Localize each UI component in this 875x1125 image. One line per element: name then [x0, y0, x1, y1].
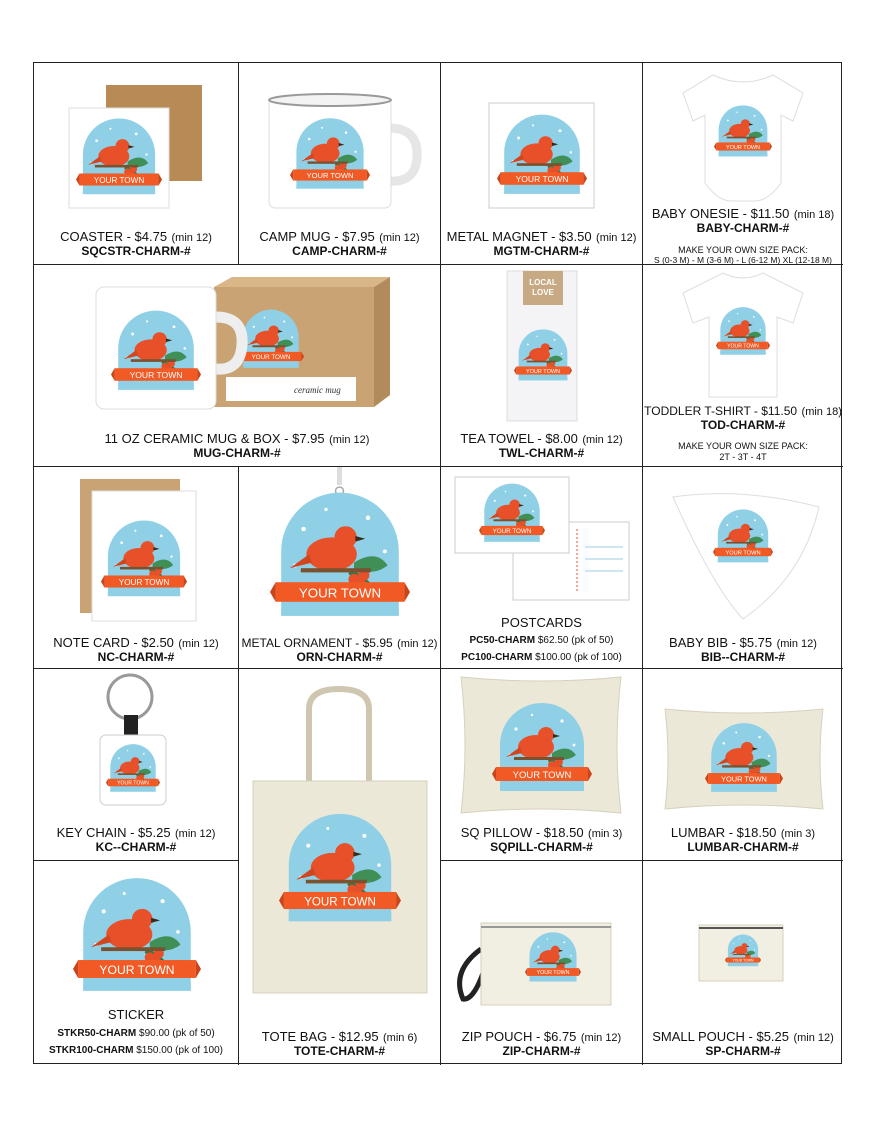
baby-onesie-min: (min 18): [793, 209, 835, 221]
camp-mug-code: CAMP-CHARM-#: [292, 244, 387, 258]
sticker-line1-pack: (pk of 50): [172, 1028, 215, 1039]
toddler-tshirt-code: TOD-CHARM-#: [700, 418, 786, 432]
baby-bib-image: [643, 467, 843, 627]
sq-pillow-image: [441, 669, 643, 819]
note-card-min: (min 12): [178, 638, 219, 650]
ceramic-mug-min: (min 12): [329, 434, 370, 446]
postcards-line1-pack: (pk of 50): [571, 635, 614, 646]
product-small-pouch: [643, 861, 843, 1065]
sq-pillow-code: SQPILL-CHARM-#: [490, 840, 593, 854]
product-metal-ornament: [239, 467, 441, 669]
small-pouch-min: (min 12): [793, 1032, 834, 1044]
product-tea-towel: [441, 265, 643, 467]
sticker-line2-price: $150.00: [136, 1045, 173, 1056]
sticker-name: STICKER: [107, 1007, 165, 1022]
metal-magnet-image: [441, 63, 643, 213]
product-note-card: [34, 467, 239, 669]
postcards-line2-pack: (pk of 100): [574, 652, 622, 663]
tote-bag-min: (min 6): [383, 1032, 418, 1044]
camp-mug-image: [239, 63, 441, 213]
tote-bag-code: TOTE-CHARM-#: [293, 1044, 386, 1058]
tea-towel-code: TWL-CHARM-#: [498, 446, 585, 460]
tea-towel-min: (min 12): [582, 434, 623, 446]
postcards-line2-price: $100.00: [535, 652, 572, 663]
metal-ornament-name: METAL ORNAMENT - $5.95: [241, 636, 393, 650]
metal-ornament-image: [239, 467, 441, 627]
tote-bag-image: [239, 669, 441, 1009]
coaster-code: SQCSTR-CHARM-#: [81, 244, 191, 258]
key-chain-min: (min 12): [175, 828, 216, 840]
postcards-line1-price: $62.50: [537, 635, 569, 646]
toddler-tshirt-note1: MAKE YOUR OWN SIZE PACK:: [678, 441, 808, 451]
baby-bib-min: (min 12): [776, 638, 817, 650]
zip-pouch-image: [441, 861, 643, 1011]
camp-mug-min: (min 12): [379, 232, 420, 244]
sq-pillow-min: (min 3): [588, 828, 623, 840]
sticker-line1-price: $90.00: [139, 1028, 170, 1039]
product-baby-bib: [643, 467, 843, 669]
toddler-tshirt-name: TODDLER T-SHIRT - $11.50: [644, 404, 798, 418]
postcards-line2-code: PC100-CHARM: [461, 652, 533, 663]
baby-onesie-note1: MAKE YOUR OWN SIZE PACK:: [678, 245, 808, 255]
note-card-name: NOTE CARD - $2.50: [53, 635, 174, 650]
toddler-tshirt-min: (min 18): [801, 406, 842, 418]
metal-magnet-code: MGTM-CHARM-#: [493, 244, 590, 258]
tea-towel-image: [441, 265, 643, 425]
zip-pouch-code: ZIP-CHARM-#: [502, 1044, 581, 1058]
coaster-name: COASTER - $4.75: [60, 229, 168, 244]
product-key-chain: [34, 669, 239, 861]
product-coaster: [34, 63, 239, 265]
lumbar-image: [643, 669, 843, 819]
zip-pouch-min: (min 12): [580, 1032, 622, 1044]
metal-magnet-name: METAL MAGNET - $3.50: [446, 229, 592, 244]
tea-towel-name: TEA TOWEL - $8.00: [460, 431, 578, 446]
coaster-image: [34, 63, 239, 213]
small-pouch-name: SMALL POUCH - $5.25: [652, 1029, 789, 1044]
tea-towel-tag-line1: LOCAL: [529, 278, 557, 287]
ceramic-mug-name: 11 OZ CERAMIC MUG & BOX - $7.95: [104, 431, 325, 446]
key-chain-code: KC--CHARM-#: [95, 840, 177, 854]
coaster-min: (min 12): [171, 232, 212, 244]
small-pouch-image: [643, 861, 843, 1011]
sticker-image: [34, 861, 239, 1001]
toddler-tshirt-note2: 2T - 3T - 4T: [719, 452, 767, 462]
product-grid: [33, 62, 842, 1064]
key-chain-image: [34, 669, 239, 819]
zip-pouch-name: ZIP POUCH - $6.75: [461, 1029, 577, 1044]
product-ceramic-mug: [34, 265, 441, 467]
sticker-line2-code: STKR100-CHARM: [49, 1045, 134, 1056]
baby-onesie-note2: S (0-3 M) - M (3-6 M) - L (6-12 M) XL (12-18 M): [654, 255, 832, 265]
product-toddler-tshirt: [643, 265, 843, 467]
product-lumbar: [643, 669, 843, 861]
camp-mug-name: CAMP MUG - $7.95: [259, 229, 375, 244]
baby-onesie-code: BABY-CHARM-#: [696, 221, 790, 235]
lumbar-code: LUMBAR-CHARM-#: [687, 840, 799, 854]
sq-pillow-name: SQ PILLOW - $18.50: [460, 825, 584, 840]
product-baby-onesie: [643, 63, 843, 265]
lumbar-min: (min 3): [780, 828, 816, 840]
postcards-line1-code: PC50-CHARM: [469, 635, 536, 646]
metal-ornament-code: ORN-CHARM-#: [296, 650, 383, 664]
toddler-tshirt-image: [643, 265, 843, 400]
product-tote-bag: [239, 669, 441, 1065]
postcards-name: POSTCARDS: [501, 615, 582, 630]
product-zip-pouch: [441, 861, 643, 1065]
baby-onesie-name: BABY ONESIE - $11.50: [651, 206, 790, 221]
sticker-line1-code: STKR50-CHARM: [57, 1028, 137, 1039]
note-card-code: NC-CHARM-#: [97, 650, 175, 664]
product-metal-magnet: [441, 63, 643, 265]
tea-towel-tag-line2: LOVE: [532, 288, 554, 297]
note-card-image: [34, 467, 239, 627]
baby-bib-name: BABY BIB - $5.75: [669, 635, 773, 650]
lumbar-name: LUMBAR - $18.50: [670, 825, 777, 840]
baby-bib-code: BIB--CHARM-#: [701, 650, 785, 664]
product-postcards: [441, 467, 643, 669]
small-pouch-code: SP-CHARM-#: [705, 1044, 781, 1058]
metal-ornament-min: (min 12): [397, 638, 438, 650]
sticker-line2-pack: (pk of 100): [175, 1045, 223, 1056]
baby-onesie-image: [643, 63, 843, 203]
product-camp-mug: [239, 63, 441, 265]
ceramic-mug-image: [34, 265, 441, 415]
key-chain-name: KEY CHAIN - $5.25: [56, 825, 171, 840]
product-sticker: [34, 861, 239, 1065]
ceramic-mug-code: MUG-CHARM-#: [193, 446, 281, 460]
tote-bag-name: TOTE BAG - $12.95: [261, 1029, 379, 1044]
postcards-image: [441, 467, 643, 607]
metal-magnet-min: (min 12): [596, 232, 637, 244]
box-label: ceramic mug: [294, 385, 341, 395]
product-sq-pillow: [441, 669, 643, 861]
